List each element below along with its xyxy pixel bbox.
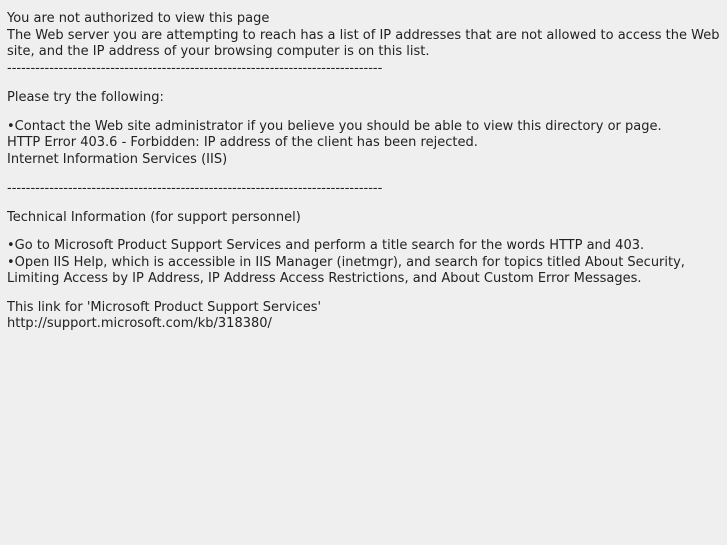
spacer [7, 77, 721, 90]
spacer [7, 226, 721, 238]
server-name-line: Internet Information Services (IIS) [7, 151, 228, 167]
separator-2: -------------------------------------------------------------------------------- [7, 181, 383, 196]
try-heading: Please try the following: [7, 90, 164, 105]
spacer [7, 198, 721, 210]
link-caption: This link for 'Microsoft Product Support Services' [7, 299, 322, 315]
http-error-line: HTTP Error 403.6 - Forbidden: IP address of the client has been rejected. [7, 135, 478, 150]
support-link-url[interactable]: http://support.microsoft.com/kb/318380/ [7, 316, 272, 331]
spacer [7, 107, 721, 119]
spacer [7, 288, 721, 300]
separator-1: -------------------------------------------------------------------------------- [7, 60, 383, 76]
error-page [7, 11, 721, 333]
tech-heading: Technical Information (for support personnel) [7, 209, 301, 225]
tech-item-product-support: •Go to Microsoft Product Support Services and perform a title search for the words HTTP and 403. [7, 238, 645, 253]
spacer [7, 168, 721, 181]
page-title: You are not authorized to view this page [7, 11, 270, 26]
try-item-contact-admin: •Contact the Web site administrator if you believe you should be able to view this directory or page. [7, 118, 662, 134]
tech-item-iis-help: •Open IIS Help, which is accessible in IIS Manager (inetmgr), and search for topics titled About Security, Limiting Access by IP Address, IP Address Access Restrictions, and About Custom Error Messages. [7, 254, 685, 286]
intro-text: The Web server you are attempting to reach has a list of IP addresses that are not allowed to access the Web site, and the IP address of your browsing computer is on this list. [7, 27, 720, 59]
